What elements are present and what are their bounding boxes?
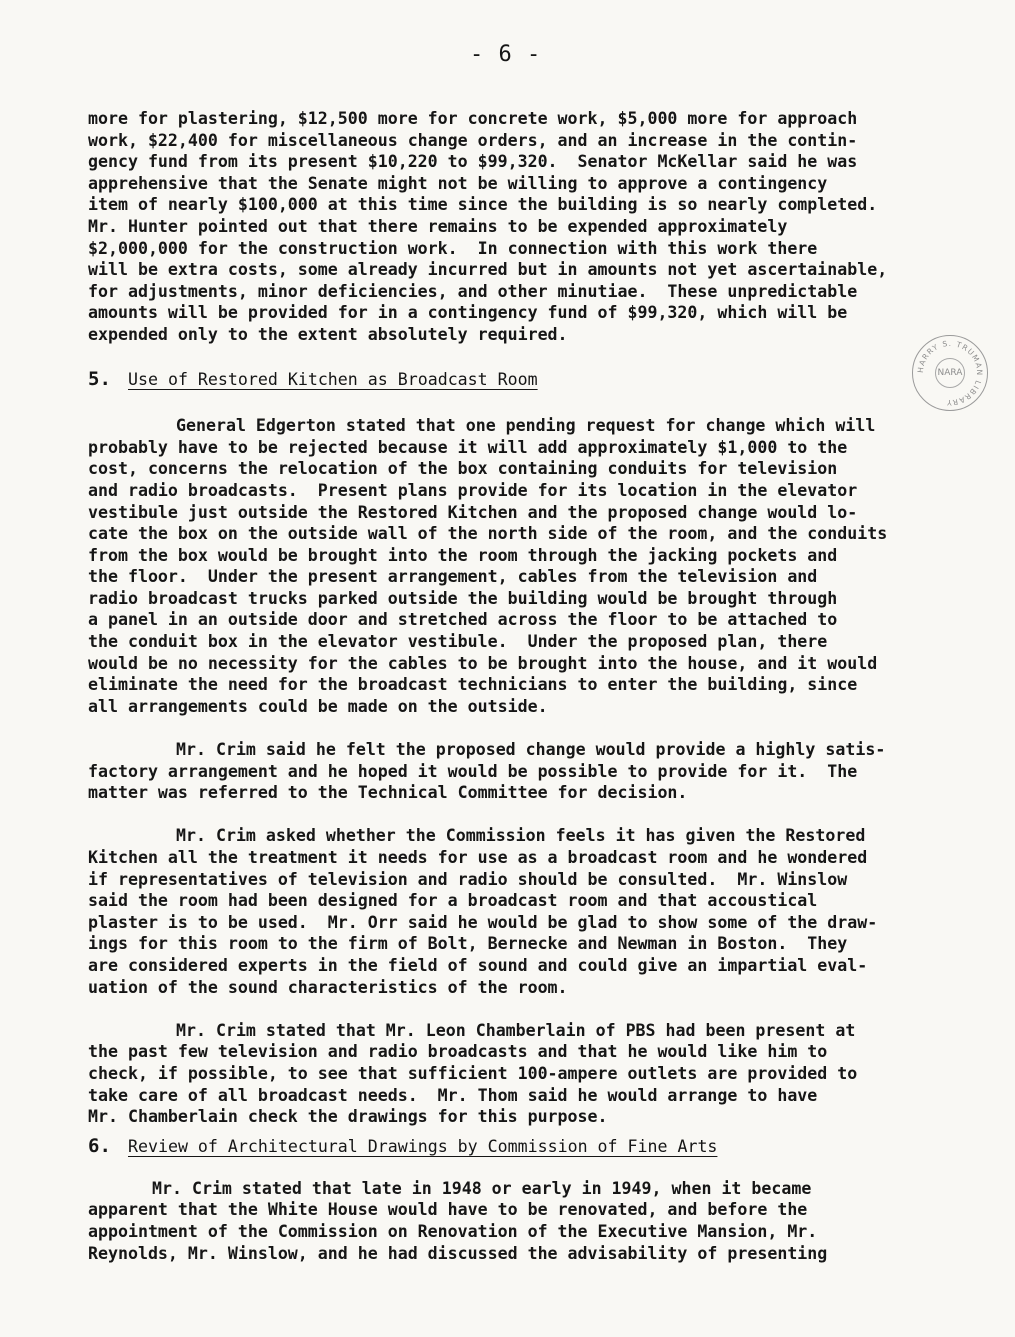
text-line: eliminate the need for the broadcast technicians to enter the building, since bbox=[88, 675, 858, 695]
text-line: Mr. Crim asked whether the Commission feels it has given the Restored bbox=[176, 826, 866, 846]
section-5-paragraph-4 bbox=[88, 1020, 938, 1128]
page-number: - 6 - bbox=[470, 42, 542, 67]
section-title: Use of Restored Kitchen as Broadcast Room bbox=[128, 370, 538, 390]
text-line: for adjustments, minor deficiencies, and other minutiae. These unpredictable bbox=[88, 281, 858, 301]
text-line: cate the box on the outside wall of the north side of the room, and the conduits bbox=[88, 524, 888, 544]
text-line: are considered experts in the field of sound and could give an impartial eval- bbox=[88, 955, 868, 975]
text-line: item of nearly $100,000 at this time since the building is so nearly completed. bbox=[88, 195, 878, 215]
text-line: Mr. Crim said he felt the proposed change would provide a highly satis- bbox=[176, 740, 886, 760]
text-line: plaster is to be used. Mr. Orr said he would be glad to show some of the draw- bbox=[88, 912, 878, 932]
text-line: a panel in an outside door and stretched across the floor to be attached to bbox=[88, 610, 838, 630]
text-line: take care of all broadcast needs. Mr. Thom said he would arrange to have bbox=[88, 1085, 818, 1105]
text-line: apparent that the White House would have to be renovated, and before the bbox=[88, 1200, 808, 1220]
text-line: vestibule just outside the Restored Kitchen and the proposed change would lo- bbox=[88, 502, 858, 522]
text-line: radio broadcast trucks parked outside the building would be brought through bbox=[88, 588, 838, 608]
text-line: $2,000,000 for the construction work. In connection with this work there bbox=[88, 238, 818, 258]
text-line: Mr. Crim stated that late in 1948 or early in 1949, when it became bbox=[152, 1178, 812, 1198]
section-5-paragraph-2 bbox=[88, 739, 938, 804]
text-line: the past few television and radio broadcasts and that he would like him to bbox=[88, 1042, 828, 1062]
text-line: matter was referred to the Technical Committee for decision. bbox=[88, 783, 688, 803]
section-5-heading bbox=[88, 369, 938, 397]
text-line: from the box would be brought into the room through the jacking pockets and bbox=[88, 545, 838, 565]
text-line: appointment of the Commission on Renovation of the Executive Mansion, Mr. bbox=[88, 1221, 818, 1241]
section-number: 6. bbox=[88, 1134, 111, 1157]
text-line: apprehensive that the Senate might not be willing to approve a contingency bbox=[88, 173, 828, 193]
section-5-paragraph-1 bbox=[88, 415, 938, 717]
text-line: if representatives of television and radio should be consulted. Mr. Winslow bbox=[88, 869, 848, 889]
stamp-center-text: NARA bbox=[937, 368, 963, 378]
text-line: amounts will be provided for in a contingency fund of $99,320, which will be bbox=[88, 303, 848, 323]
text-line: Reynolds, Mr. Winslow, and he had discussed the advisability of presenting bbox=[88, 1243, 828, 1263]
document-body bbox=[88, 108, 938, 1264]
section-6-heading bbox=[88, 1136, 938, 1164]
intro-paragraph bbox=[88, 108, 938, 346]
stamp-ring-text: HARRY S. TRUMAN LIBRARY bbox=[915, 338, 985, 408]
text-line: Mr. Chamberlain check the drawings for this purpose. bbox=[88, 1107, 608, 1127]
text-line: ings for this room to the firm of Bolt, Bernecke and Newman in Boston. They bbox=[88, 934, 848, 954]
text-line: General Edgerton stated that one pending request for change which will bbox=[176, 416, 876, 436]
text-line: Mr. Crim stated that Mr. Leon Chamberlain of PBS had been present at bbox=[176, 1020, 856, 1040]
text-line: the conduit box in the elevator vestibule. Under the proposed plan, there bbox=[88, 632, 828, 652]
text-line: factory arrangement and he hoped it would be possible to provide for it. The bbox=[88, 761, 858, 781]
text-line: Mr. Hunter pointed out that there remains to be expended approximately bbox=[88, 216, 788, 236]
section-6-paragraph-1 bbox=[88, 1178, 938, 1264]
section-5-paragraph-3 bbox=[88, 825, 938, 998]
text-line: Kitchen all the treatment it needs for use as a broadcast room and he wondered bbox=[88, 848, 868, 867]
text-line: probably have to be rejected because it will add approximately $1,000 to the bbox=[88, 437, 848, 457]
text-line: would be no necessity for the cables to be brought into the house, and it would bbox=[88, 653, 878, 673]
text-line: gency fund from its present $10,220 to $99,320. Senator McKellar said he was bbox=[88, 152, 858, 172]
text-line: said the room had been designed for a broadcast room and that accoustical bbox=[88, 891, 818, 911]
text-line: all arrangements could be made on the outside. bbox=[88, 696, 548, 716]
text-line: expended only to the extent absolutely required. bbox=[88, 324, 568, 344]
text-line: uation of the sound characteristics of the room. bbox=[88, 977, 568, 997]
text-line: and radio broadcasts. Present plans provide for its location in the elevator bbox=[88, 480, 858, 500]
text-line: will be extra costs, some already incurred but in amounts not yet ascertainable, bbox=[88, 260, 888, 280]
text-line: check, if possible, to see that sufficient 100-ampere outlets are provided to bbox=[88, 1063, 858, 1083]
section-number: 5. bbox=[88, 368, 111, 391]
text-line: more for plastering, $12,500 more for concrete work, $5,000 more for approach bbox=[88, 109, 858, 128]
section-title: Review of Architectural Drawings by Commission of Fine Arts bbox=[128, 1136, 718, 1156]
text-line: cost, concerns the relocation of the box containing conduits for television bbox=[88, 459, 838, 479]
text-line: the floor. Under the present arrangement, cables from the television and bbox=[88, 567, 818, 587]
text-line: work, $22,400 for miscellaneous change orders, and an increase in the contin- bbox=[88, 130, 858, 150]
